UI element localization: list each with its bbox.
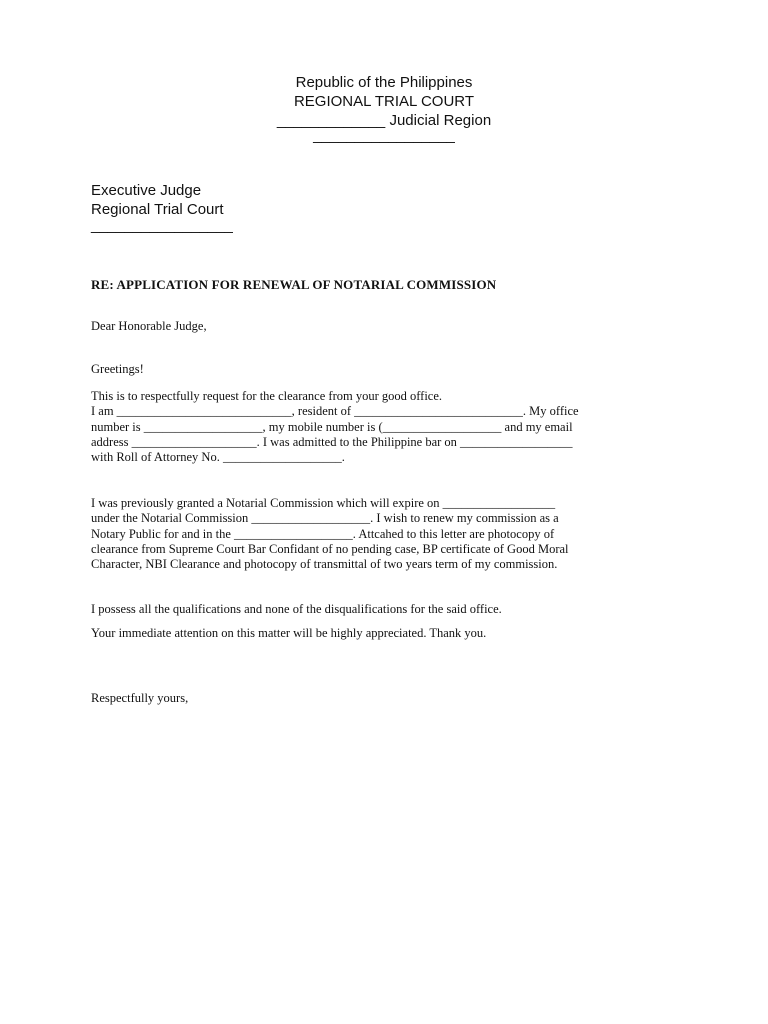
paragraph-thanks: Your immediate attention on this matter will be highly appreciated. Thank you. [91, 626, 487, 640]
paragraph-line: under the Notarial Commission ___________________. I wish to renew my commission as a [91, 511, 559, 526]
header-judicial-region: _____________ Judicial Region [276, 112, 492, 129]
paragraph-line: with Roll of Attorney No. ___________________. [91, 450, 345, 465]
paragraph-request [91, 389, 678, 465]
subject-line: RE: APPLICATION FOR RENEWAL OF NOTARIAL COMMISSION [91, 277, 497, 292]
closing: Respectfully yours, [91, 691, 189, 705]
salutation: Dear Honorable Judge, [91, 319, 207, 333]
paragraph-line: clearance from Supreme Court Bar Confidant of no pending case, BP certificate of Good Moral [91, 541, 569, 556]
paragraph-commission [91, 496, 678, 572]
addressee-title: Executive Judge [91, 182, 202, 199]
paragraph-qualifications: I possess all the qualifications and none of the disqualifications for the said office. [91, 602, 502, 616]
greeting: Greetings! [91, 362, 144, 376]
paragraph-line: I was previously granted a Notarial Commission which will expire on __________________ [91, 496, 556, 510]
addressee-blank-line: _________________ [91, 217, 233, 234]
header-blank-line: _________________ [313, 127, 455, 144]
paragraph-line: I am ____________________________, resident of ___________________________. My office [91, 404, 579, 419]
header-court: REGIONAL TRIAL COURT [293, 93, 475, 110]
header-republic: Republic of the Philippines [295, 74, 473, 91]
addressee-court: Regional Trial Court [91, 201, 224, 218]
paragraph-line: address ____________________. I was admitted to the Philippine bar on __________________ [91, 434, 573, 449]
paragraph-line: Notary Public for and in the ___________________. Attcahed to this letter are photocopy of [91, 526, 555, 541]
paragraph-line: Character, NBI Clearance and photocopy of transmittal of two years term of my commission. [91, 557, 558, 572]
paragraph-line: number is ___________________, my mobile number is (___________________ and my email [91, 419, 573, 434]
paragraph-line: This is to respectfully request for the clearance from your good office. [91, 389, 443, 403]
